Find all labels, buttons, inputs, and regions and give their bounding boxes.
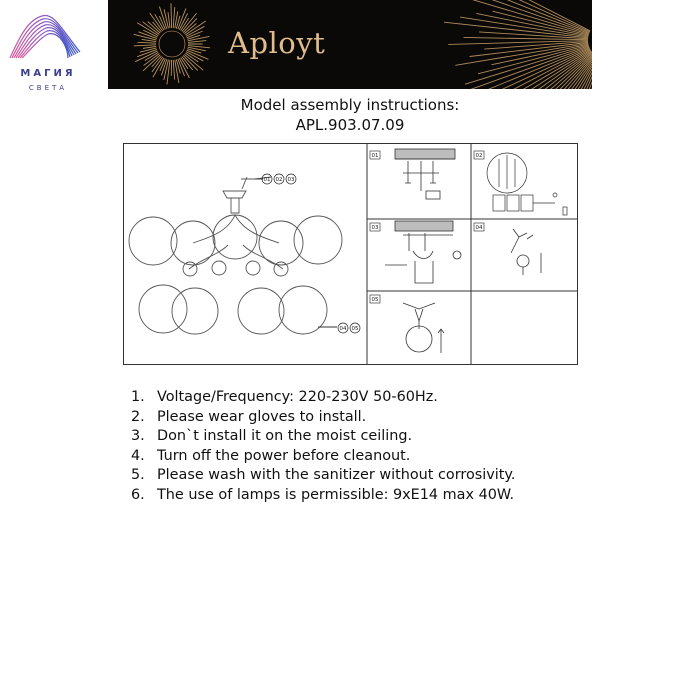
sunburst-ray [188,41,206,43]
step-05-drawing [403,303,444,353]
callout-05: 05 [351,326,359,332]
sunburst-ray [460,0,589,34]
step-label-03: 03 [371,225,379,231]
logo-word-1: МАГИЯ [20,68,76,79]
sunburst-ray [183,18,197,32]
sunburst-ray [138,42,156,43]
callout-01: 01 [263,177,271,183]
list-item: 4. Turn off the power before cleanout. [131,447,411,464]
step-label-01: 01 [371,153,379,159]
step-03-drawing [385,221,461,283]
sunburst-ray [175,60,179,83]
sunburst-ray [140,48,157,52]
sunburst-ray [134,45,156,46]
assembly-diagram [123,143,578,365]
sunburst-ray [171,3,172,28]
sunburst-ray [173,60,174,80]
step-label-04: 04 [475,225,483,231]
sunburst-ray [448,41,588,45]
chandelier-overview [129,177,342,334]
step-label-02: 02 [475,153,483,159]
callout-03: 03 [287,177,295,183]
callout-04: 04 [339,326,347,332]
list-item: 3. Don`t install it on the moist ceiling. [131,428,413,444]
list-item: 5. Please wash with the sanitizer without corrosivity. [131,467,516,483]
sunburst-ray [168,12,170,28]
safety-rules-list [131,388,515,505]
step-label-05: 05 [371,297,379,303]
step-02-drawing [487,153,567,215]
assembly-drawing [123,143,578,365]
brand-name: Aployt [228,26,326,60]
sunburst-ray [478,45,589,74]
callout-02: 02 [275,177,283,183]
list-item: 6. The use of lamps is permissible: 9xE14 max 40W. [131,486,515,503]
wave-logo-icon [6,6,84,66]
step-04-drawing [511,229,541,275]
model-number: APL.903.07.09 [295,116,405,134]
sunburst-ray [183,55,198,70]
logo-word-2: СВЕТА [28,84,68,92]
store-logo [6,6,84,96]
sunburst-decoration [108,0,592,89]
brand-banner [108,0,592,89]
step-01-drawing [395,149,455,199]
list-item: 2. Please wear gloves to install. [131,408,367,425]
overview-callouts [262,174,360,333]
sunburst-ray [173,7,175,28]
sunburst-ray [188,47,206,51]
document-title: Model assembly instructions: [240,96,460,114]
list-item: 1. Voltage/Frequency: 220-230V 50-60Hz. [131,389,438,405]
